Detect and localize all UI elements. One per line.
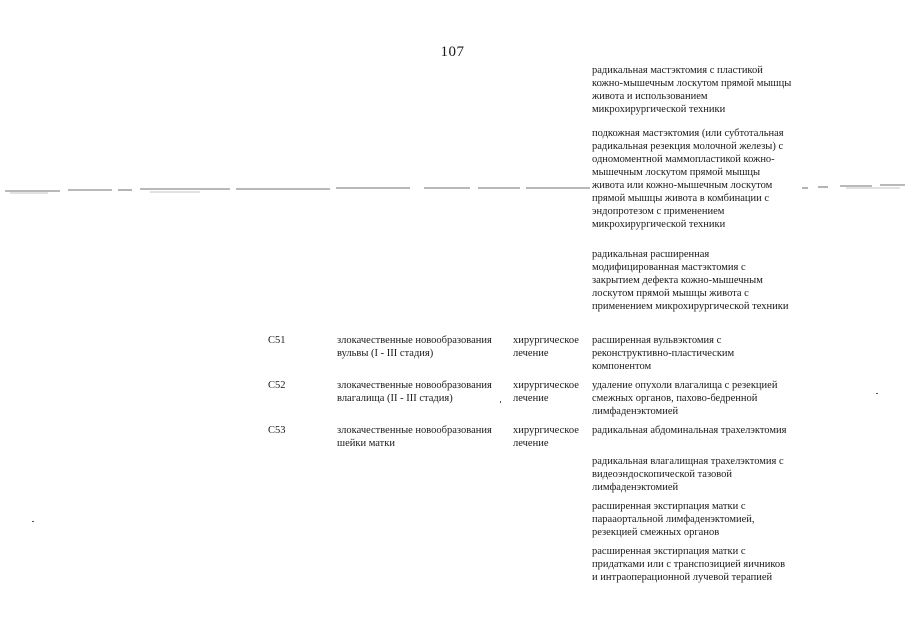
method-text: расширенная экстирпация матки с парааортальной лимфаденэктомией, резекцией смежных органов — [592, 501, 755, 538]
method-text: расширенная экстирпация матки с придатками или с транспозицией яичников и интраоперационной лучевой терапией — [592, 546, 786, 583]
method-text: расширенная вульвэктомия с реконструктивно-пластическим компонентом — [592, 335, 735, 372]
method-text: подкожная мастэктомия (или субтотальная радикальная резекция молочной железы) с одномоментной маммопластикой кожно-мышечным лоскутом прямой мышцы живота или кожно-мышечным лоскутом прямой мышцы живота в комбинации с эндопротезом с применением микрохирургической техники — [592, 128, 784, 230]
scan-speck — [32, 521, 34, 522]
page-number: 107 — [440, 44, 465, 60]
row-diagnosis: злокачественные новообразования вульвы (I - III стадия) — [337, 335, 492, 359]
row-treatment-type: хирургическое лечение — [513, 335, 579, 359]
method-text: удаление опухоли влагалища с резекцией смежных органов, пахово-бедренной лимфаденэктомией — [592, 380, 778, 417]
method-text: радикальная абдоминальная трахелэктомия — [592, 425, 787, 436]
row-diagnosis: злокачественные новообразования шейки матки — [337, 425, 492, 449]
scan-speck — [876, 393, 878, 394]
row-code: C53 — [268, 425, 286, 436]
row-treatment-type: хирургическое лечение — [513, 380, 579, 404]
scan-speck — [500, 401, 501, 403]
row-code: C51 — [268, 335, 286, 346]
method-text: радикальная влагалищная трахелэктомия с видеоэндоскопической тазовой лимфаденэктомией — [592, 456, 784, 493]
method-text: радикальная мастэктомия с пластикой кожно-мышечным лоскутом прямой мышцы живота и использованием микрохирургической техники — [592, 65, 792, 115]
method-text: радикальная расширенная модифицированная мастэктомия с закрытием дефекта кожно-мышечным лоскутом прямой мышцы живота с применением микрохирургической техники — [592, 249, 789, 312]
row-treatment-type: хирургическое лечение — [513, 425, 579, 449]
row-diagnosis: злокачественные новообразования влагалища (II - III стадия) — [337, 380, 492, 404]
row-code: C52 — [268, 380, 286, 391]
